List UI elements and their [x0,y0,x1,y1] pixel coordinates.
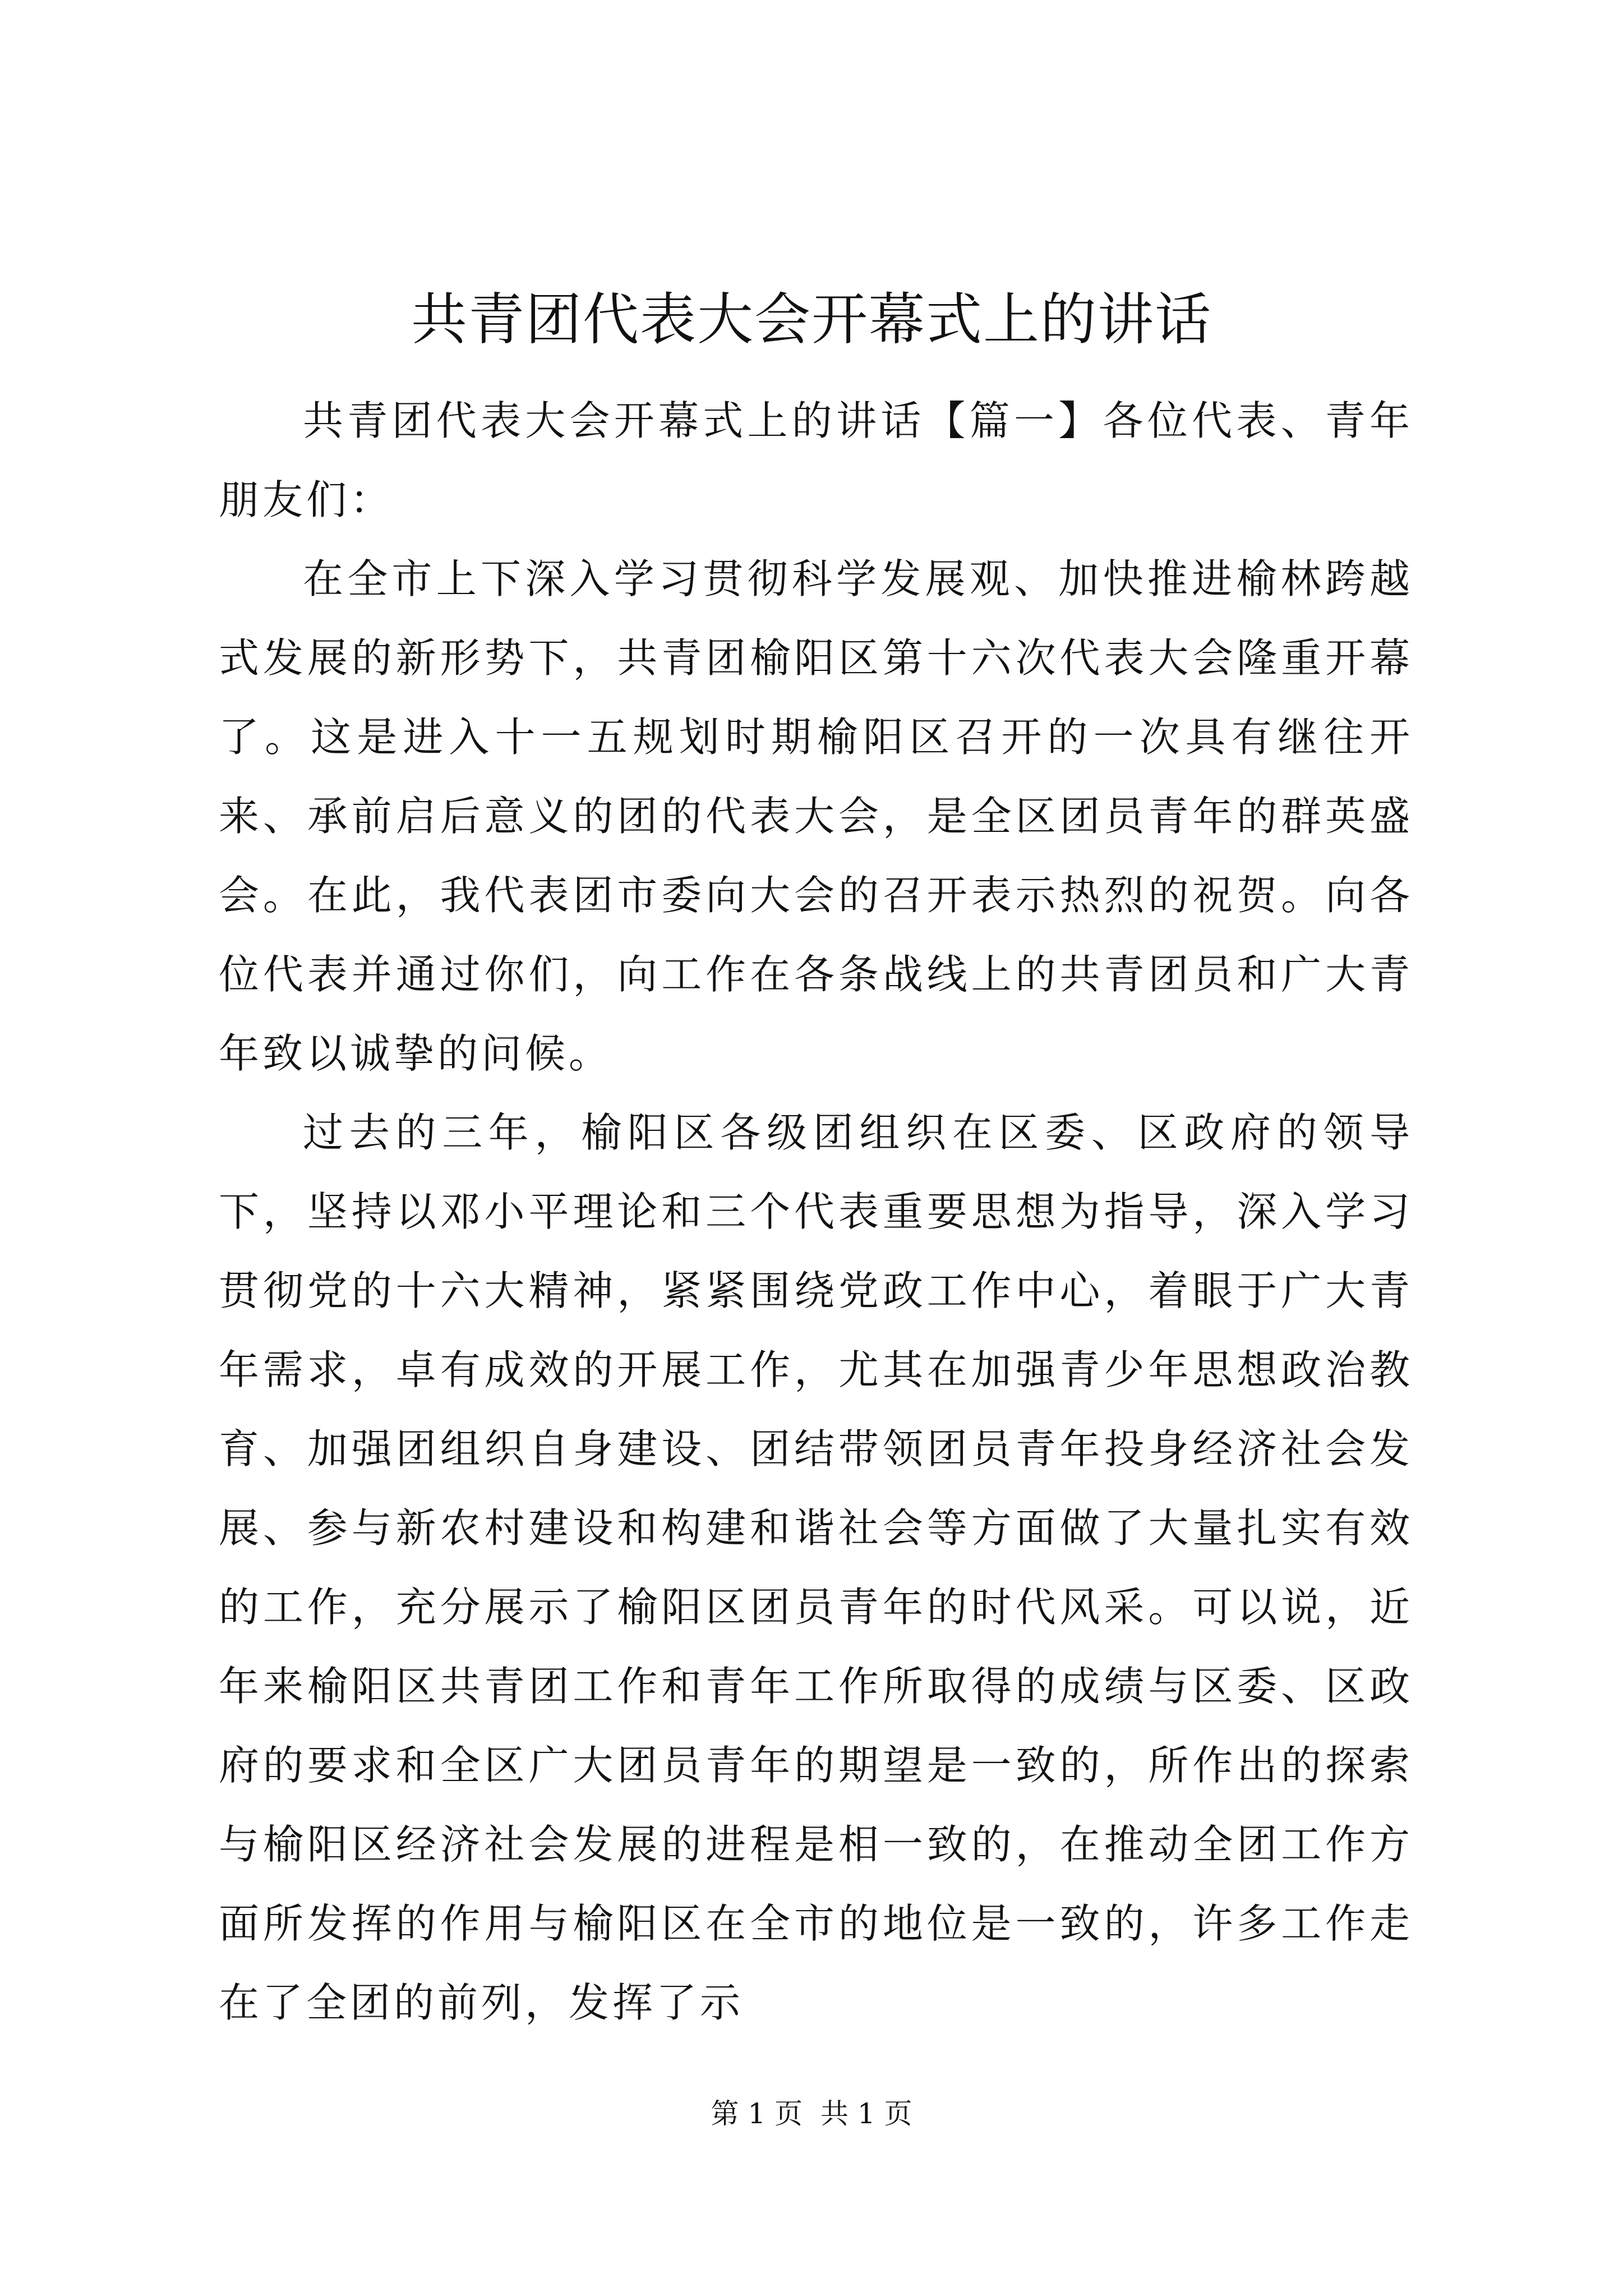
paragraph-3: 过去的三年，榆阳区各级团组织在区委、区政府的领导下，坚持以邓小平理论和三个代表重要思想为指导，深入学习贯彻党的十六大精神，紧紧围绕党政工作中心，着眼于广大青年需求，卓有成效的开展工作，尤其在加强青少年思想政治教育、加强团组织自身建设、团结带领团员青年投身经济社会发展、参与新农村建设和构建和谐社会等方面做了大量扎实有效的工作，充分展示了榆阳区团员青年的时代风采。可以说，近年来榆阳区共青团工作和青年工作所取得的成绩与区委、区政府的要求和全区广大团员青年的期望是一致的，所作出的探索与榆阳区经济社会发展的进程是相一致的，在推动全团工作方面所发挥的作用与榆阳区在全市的地位是一致的，许多工作走在了全团的前列，发挥了示 [219,1109,1413,2026]
document-body [219,381,1413,2042]
document-title: 共青团代表大会开幕式上的讲话 [411,287,1212,352]
paragraph-1: 共青团代表大会开幕式上的讲话【篇一】各位代表、青年朋友们： [219,397,1413,523]
page-number: 第 1 页 [711,2097,803,2130]
paragraph-2: 在全市上下深入学习贯彻科学发展观、加快推进榆林跨越式发展的新形势下，共青团榆阳区第十六次代表大会隆重开幕了。这是进入十一五规划时期榆阳区召开的一次具有继往开来、承前启后意义的团的代表大会，是全区团员青年的群英盛会。在此，我代表团市委向大会的召开表示热烈的祝贺。向各位代表并通过你们，向工作在各条战线上的共青团员和广大青年致以诚挚的问候。 [219,555,1413,1077]
page-total: 共 1 页 [820,2097,912,2130]
page-footer [0,2094,1623,2133]
